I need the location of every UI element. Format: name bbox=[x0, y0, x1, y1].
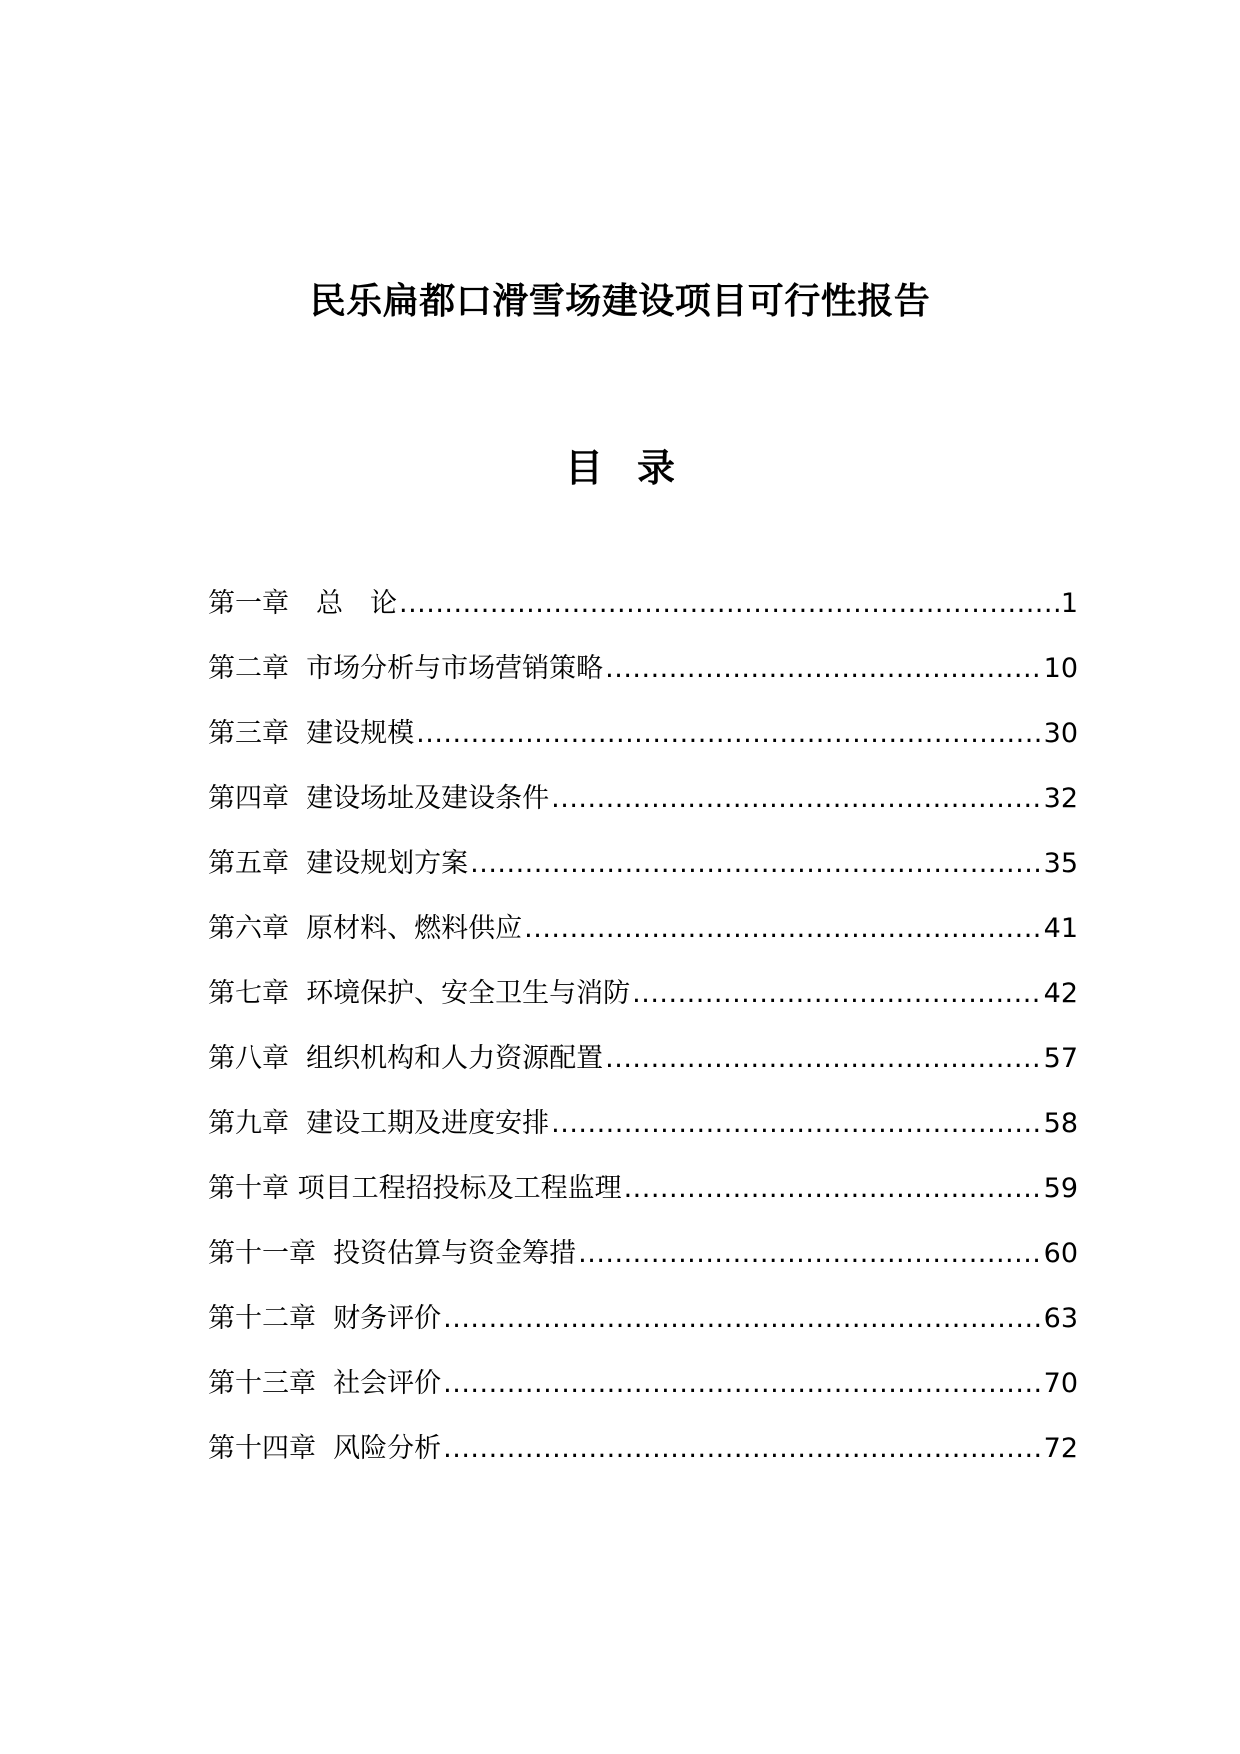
toc-dot-leader bbox=[624, 1156, 1042, 1221]
toc-dot-leader bbox=[470, 831, 1041, 896]
toc-entry-label: 第二章 市场分析与市场营销策略 bbox=[208, 653, 604, 684]
toc-entry-10[interactable] bbox=[208, 1156, 1078, 1221]
toc-dot-leader bbox=[399, 571, 1059, 636]
toc-dot-leader bbox=[578, 1221, 1041, 1286]
toc-entry-label: 第十三章 社会评价 bbox=[208, 1368, 442, 1399]
toc-entry-9[interactable] bbox=[208, 1091, 1078, 1156]
toc-entry-page: 63 bbox=[1043, 1303, 1078, 1334]
toc-entry-page: 1 bbox=[1060, 588, 1078, 619]
toc-dot-leader bbox=[416, 701, 1041, 766]
toc-entry-label: 第一章 总 论 bbox=[208, 588, 397, 619]
toc-entry-1[interactable] bbox=[208, 571, 1078, 636]
toc-entry-3[interactable] bbox=[208, 701, 1078, 766]
toc-entry-14[interactable] bbox=[208, 1416, 1078, 1481]
toc-dot-leader bbox=[605, 1026, 1041, 1091]
toc-entry-label: 第十一章 投资估算与资金筹措 bbox=[208, 1238, 577, 1269]
toc-dot-leader bbox=[551, 1091, 1041, 1156]
toc-entry-page: 41 bbox=[1043, 913, 1078, 944]
toc-entry-label: 第十章 项目工程招投标及工程监理 bbox=[208, 1173, 622, 1204]
toc-entry-page: 60 bbox=[1043, 1238, 1078, 1269]
toc-entry-13[interactable] bbox=[208, 1351, 1078, 1416]
toc-entry-4[interactable] bbox=[208, 766, 1078, 831]
toc-entry-label: 第五章 建设规划方案 bbox=[208, 848, 469, 879]
toc-entry-2[interactable] bbox=[208, 636, 1078, 701]
toc-entry-label: 第十四章 风险分析 bbox=[208, 1433, 442, 1464]
toc-dot-leader bbox=[632, 961, 1041, 1026]
toc-entry-page: 58 bbox=[1043, 1108, 1078, 1139]
toc-entry-label: 第四章 建设场址及建设条件 bbox=[208, 783, 550, 814]
toc-entry-8[interactable] bbox=[208, 1026, 1078, 1091]
toc-entry-label: 第六章 原材料、燃料供应 bbox=[208, 913, 523, 944]
toc-dot-leader bbox=[605, 636, 1041, 701]
toc-entry-label: 第七章 环境保护、安全卫生与消防 bbox=[208, 978, 631, 1009]
toc-entry-11[interactable] bbox=[208, 1221, 1078, 1286]
toc-heading-right: 录 bbox=[637, 446, 676, 490]
toc-dot-leader bbox=[443, 1286, 1041, 1351]
toc-entry-label: 第九章 建设工期及进度安排 bbox=[208, 1108, 550, 1139]
toc-entry-page: 30 bbox=[1043, 718, 1078, 749]
toc-entry-6[interactable] bbox=[208, 896, 1078, 961]
toc-entry-page: 70 bbox=[1043, 1368, 1078, 1399]
toc-entry-page: 59 bbox=[1043, 1173, 1078, 1204]
toc-dot-leader bbox=[443, 1351, 1041, 1416]
toc-entry-page: 10 bbox=[1043, 653, 1078, 684]
toc-list bbox=[208, 571, 1078, 1481]
toc-entry-page: 35 bbox=[1043, 848, 1078, 879]
toc-entry-page: 72 bbox=[1043, 1433, 1078, 1464]
document-title: 民乐扁都口滑雪场建设项目可行性报告 bbox=[309, 281, 931, 322]
toc-entry-label: 第八章 组织机构和人力资源配置 bbox=[208, 1043, 604, 1074]
toc-heading bbox=[0, 438, 1240, 498]
toc-entry-page: 42 bbox=[1043, 978, 1078, 1009]
toc-entry-page: 57 bbox=[1043, 1043, 1078, 1074]
toc-dot-leader bbox=[524, 896, 1041, 961]
toc-entry-7[interactable] bbox=[208, 961, 1078, 1026]
toc-entry-12[interactable] bbox=[208, 1286, 1078, 1351]
toc-entry-label: 第三章 建设规模 bbox=[208, 718, 415, 749]
toc-entry-page: 32 bbox=[1043, 783, 1078, 814]
toc-dot-leader bbox=[551, 766, 1041, 831]
toc-dot-leader bbox=[443, 1416, 1041, 1481]
toc-entry-5[interactable] bbox=[208, 831, 1078, 896]
toc-heading-left: 目 bbox=[564, 446, 603, 490]
toc-entry-label: 第十二章 财务评价 bbox=[208, 1303, 442, 1334]
